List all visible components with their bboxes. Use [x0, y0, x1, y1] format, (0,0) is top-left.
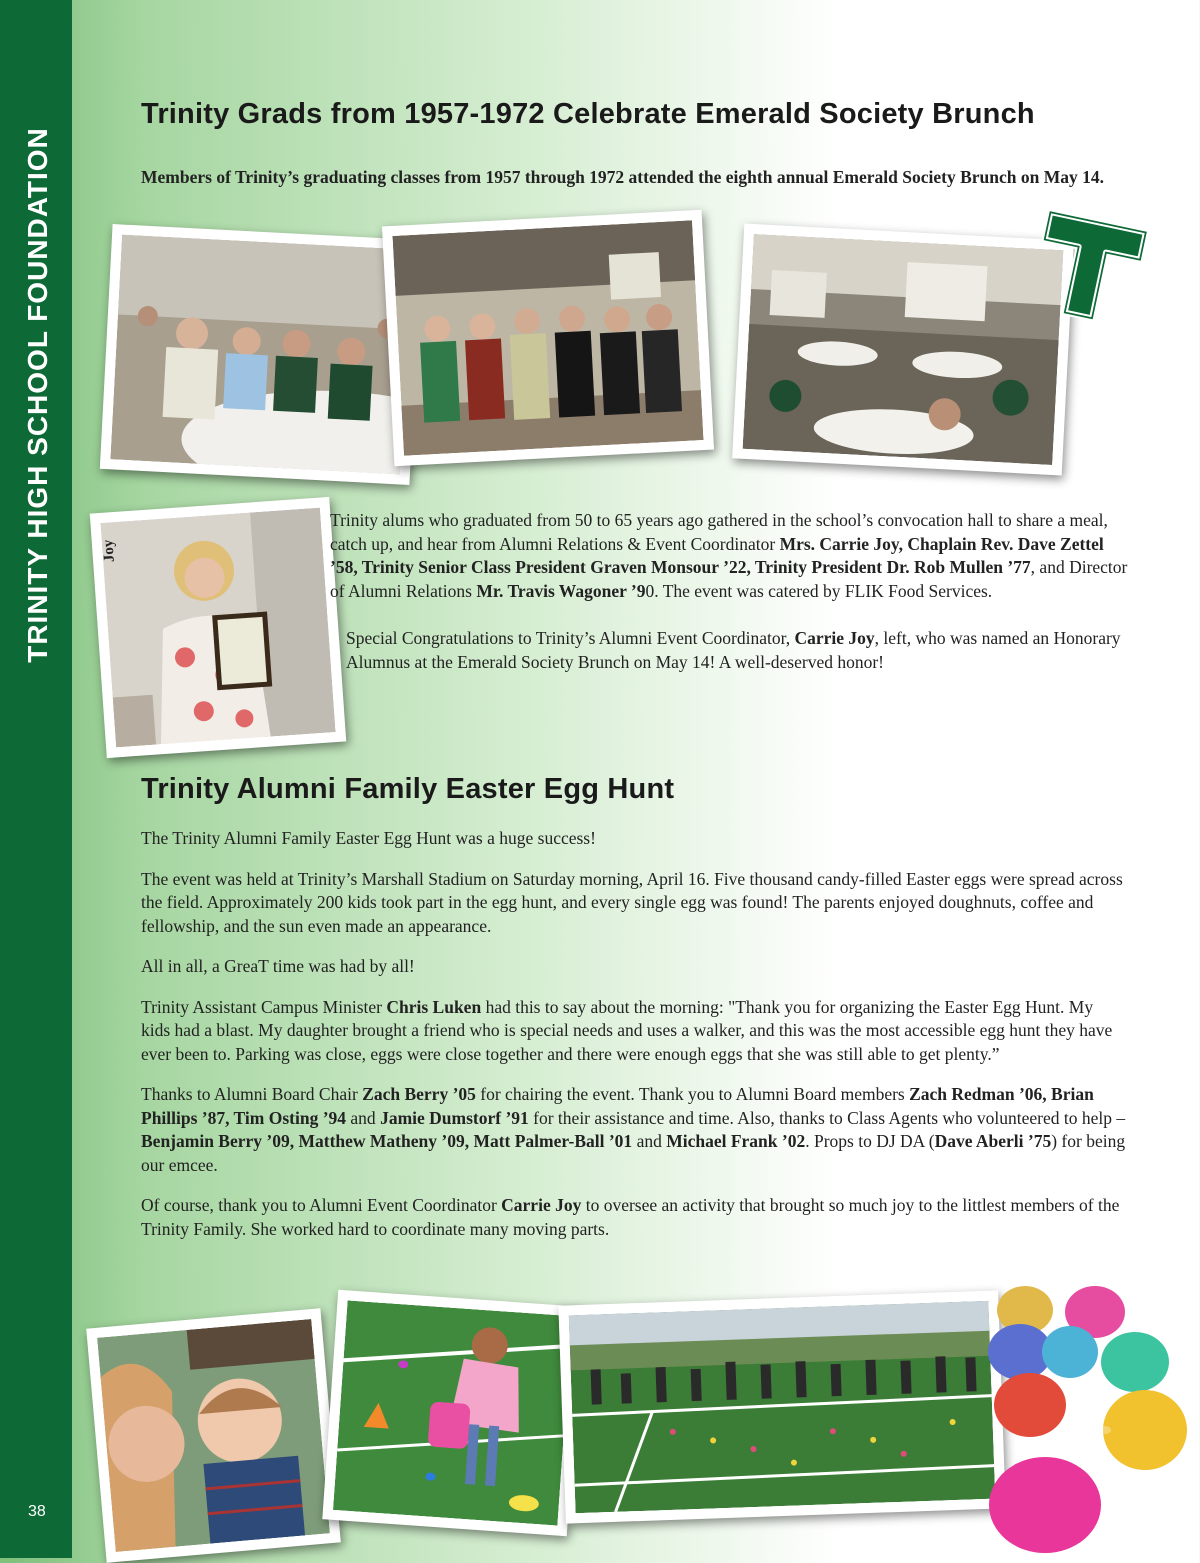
- text-run: , and Director of Alumni Relations: [330, 557, 1128, 601]
- brunch-photo-table: [100, 224, 422, 485]
- brunch-photo-group: [382, 210, 714, 466]
- bold-run: Mr. Travis Wagoner ’9: [476, 580, 646, 601]
- brunch-heading: Trinity Grads from 1957-1972 Celebrate Emerald Society Brunch: [141, 98, 1035, 130]
- brunch-photo-hall: [732, 224, 1074, 476]
- text-run: and: [346, 1107, 381, 1128]
- text-run: , left, who was named an Honorary Alumnus at the Emerald Society Brunch on May 14! A well-deserved honor!: [346, 628, 1121, 672]
- brunch-photo-hall-image: [743, 234, 1064, 465]
- egg-hunt-photo-field: [558, 1290, 1005, 1523]
- bold-run: Carrie Joy: [501, 1195, 582, 1215]
- sidebar: [0, 0, 72, 1558]
- brunch-paragraph-2: [330, 627, 1130, 674]
- text-run: for chairing the event. Thank you to Alumni Board members: [475, 1084, 910, 1104]
- bold-run: Michael Frank ’02: [666, 1131, 806, 1151]
- bold-run: Carrie Joy: [794, 628, 875, 648]
- brunch-photo-group-image: [392, 220, 703, 455]
- egg-hunt-photo-mother-baby-image: [97, 1319, 330, 1552]
- egg-hunt-photo-field-image: [569, 1301, 996, 1514]
- brunch-photo-table-image: [110, 235, 411, 475]
- brunch-paragraph-1: [330, 509, 1130, 603]
- text-run: Special Congratulations to Trinity’s Alumni Event Coordinator,: [346, 628, 795, 648]
- egg-hunt-paragraph-1: The Trinity Alumni Family Easter Egg Hunt was a huge success!: [141, 828, 596, 848]
- bold-run: Benjamin Berry ’09, Matthew Matheny ’09, Matt Palmer-Ball ’01: [141, 1131, 633, 1151]
- bold-run: Mrs. Carrie Joy, Chaplain Rev. Dave Zettel ’58, Trinity Senior Class President Graven Monsour ’22, Trinity President Dr. Rob Mullen ’77: [330, 533, 1104, 577]
- trinity-t-logo-icon: [1019, 201, 1157, 339]
- sidebar-title: TRINITY HIGH SCHOOL FOUNDATION: [22, 127, 53, 663]
- brunch-intro: Members of Trinity’s graduating classes from 1957 through 1972 attended the eighth annual Emerald Society Brunch on May 14.: [141, 167, 1104, 187]
- egg-hunt-photo-girl-image: [333, 1300, 572, 1525]
- carrie-joy-photo-image: [100, 508, 335, 748]
- egg-hunt-photo-mother-baby: [86, 1308, 341, 1563]
- bold-run: Dave Aberli ’75: [934, 1131, 1052, 1151]
- bold-run: Zach Berry ’05: [362, 1084, 476, 1104]
- carrie-joy-photo: [90, 497, 347, 758]
- egg-hunt-paragraph-2: The event was held at Trinity’s Marshall Stadium on Saturday morning, April 16. Five thousand candy-filled Easter eggs were spread across the field. Approximately 200 kids took part in the egg hunt, and every single egg was found! The parents enjoyed doughnuts, coffee and fellowship, and the sun even made an appearance.: [141, 868, 1123, 936]
- easter-eggs-icon: [975, 1280, 1200, 1558]
- text-run: Thanks to Alumni Board Chair: [141, 1084, 363, 1104]
- egg-hunt-paragraph-3: All in all, a GreaT time was had by all!: [141, 956, 415, 976]
- text-run: Trinity alums who graduated from 50 to 65 years ago gathered in the school’s convocation hall to share a meal, catch up, and hear from Alumni Relations & Event Coordinator: [330, 510, 1108, 554]
- text-run: for their assistance and time. Also, thanks to Class Agents who volunteered to help –: [528, 1107, 1126, 1128]
- egg-hunt-paragraph-5: [141, 1083, 1126, 1177]
- text-run: ) for being our emcee.: [141, 1131, 1126, 1175]
- egg-hunt-paragraph-4: [141, 996, 1126, 1067]
- text-run: had this to say about the morning: "Thank you for organizing the Easter Egg Hunt. My kids had a blast. My daughter brought a friend who is special needs and uses a walker, and this was the most accessible egg hunt they have ever been to. Parking was close, eggs were close together and there were enough eggs that she was still able to get plenty.”: [141, 996, 1113, 1064]
- photo-caption-joy: Joy: [100, 539, 118, 563]
- text-run: Trinity Assistant Campus Minister: [141, 996, 387, 1017]
- text-run: to oversee an activity that brought so much joy to the littlest members of the Trinity Family. She worked hard to coordinate many moving parts.: [141, 1195, 1120, 1239]
- brunch-body: [330, 509, 1130, 691]
- bold-run: Chris Luken: [386, 996, 482, 1017]
- text-run: . Props to DJ DA (: [805, 1131, 935, 1151]
- text-run: and: [632, 1131, 667, 1151]
- egg-hunt-body: [141, 827, 1126, 1258]
- egg-hunt-heading: Trinity Alumni Family Easter Egg Hunt: [141, 773, 675, 805]
- bold-run: Zach Redman ’06, Brian Phillips ’87, Tim Osting ’94: [141, 1084, 1094, 1128]
- text-run: Of course, thank you to Alumni Event Coordinator: [141, 1195, 502, 1215]
- egg-hunt-photo-girl: [322, 1290, 582, 1537]
- bold-run: Jamie Dumstorf ’91: [380, 1107, 529, 1128]
- egg-hunt-paragraph-6: [141, 1194, 1126, 1241]
- page-number: 38: [28, 1503, 46, 1520]
- text-run: 0. The event was catered by FLIK Food Services.: [645, 580, 993, 601]
